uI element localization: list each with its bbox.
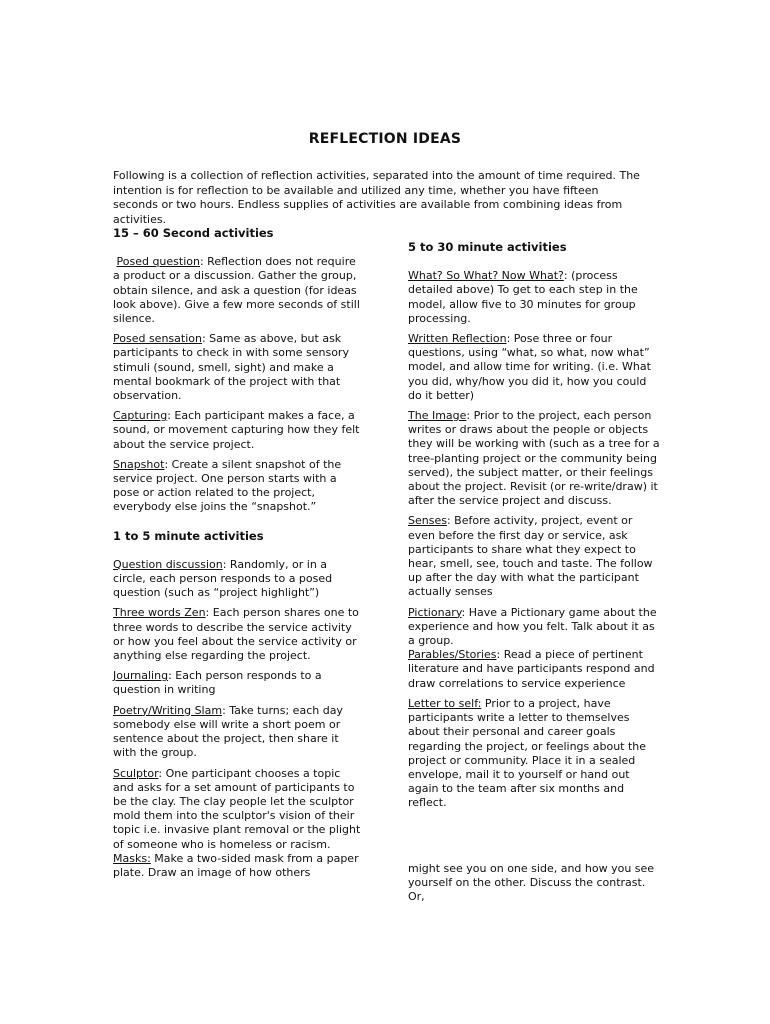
activity-term: Parables/Stories: [408, 648, 497, 662]
activity-senses: [408, 514, 660, 599]
activity-text: : Reflection does not require a product or a discussion. Gather the group, obtain silence, and ask a question (for ideas look above). Give a few more seconds of still silence.: [113, 255, 360, 326]
activity-term: Masks:: [113, 851, 151, 865]
activity-text: : Before activity, project, event or even before the first day or service, ask participants to share what they expect to hear, smell, see, touch and taste. The follow up after the day with what the participant actually senses: [408, 514, 653, 599]
activity-term: Pictionary: [408, 605, 462, 619]
activity-term: What? So What? Now What?: [408, 269, 564, 283]
activity-text: Make a two-sided mask from a paper plate. Draw an image of how others: [113, 851, 359, 879]
activity-posed-question: [113, 255, 363, 326]
activity-term: Posed question: [116, 255, 200, 269]
activity-letter-to-self: [408, 697, 660, 811]
activity-term: Senses: [408, 514, 447, 528]
activity-text: : One participant chooses a topic and asks for a set amount of participants to be the clay. The clay people let the sculptor mold them into the sculptor's vision of their topic i.e. invasive plant removal or the plight of someone who is homeless or racism.: [113, 766, 361, 851]
activity-term: Poetry/Writing Slam: [113, 703, 223, 717]
activity-three-words-zen: [113, 606, 363, 663]
right-column: [408, 240, 660, 811]
activity-text: : Take turns; each day somebody else will write a short poem or sentence about the project, then share it with the group.: [113, 703, 343, 760]
page-title: REFLECTION IDEAS: [308, 131, 462, 147]
activity-text: : Each participant makes a face, a sound, or movement capturing how they felt about the service project.: [113, 409, 360, 451]
activity-written-reflection: [408, 332, 660, 403]
activity-the-image: [408, 409, 660, 508]
activity-term: Capturing: [113, 409, 168, 423]
activity-poetry-slam: [113, 704, 363, 761]
activity-text: : Read a piece of pertinent literature and have participants respond and draw correlations to service experience: [408, 648, 655, 690]
activity-what-so-what: [408, 269, 660, 326]
activity-text: : (process detailed above) To get to each step in the model, allow five to 30 minutes for group processing.: [408, 269, 638, 325]
activity-text: : Randomly, or in a circle, each person responds to a posed question (such as “project highlight”): [113, 557, 333, 600]
activity-pictionary: [408, 606, 660, 649]
activity-term: Journaling: [113, 669, 169, 683]
section-heading-15-60: 15 – 60 Second activities: [113, 226, 274, 240]
activity-text: Prior to a project, have participants write a letter to themselves about their personal and career goals regarding the project, or feelings about the project or community. Place it in a sealed envelope, mail it to yourself or hand out again to the team after six months and reflect.: [408, 696, 647, 810]
activity-masks: [113, 852, 363, 880]
activity-term: Letter to self:: [408, 696, 482, 710]
intro-paragraph: Following is a collection of reflection activities, separated into the amount of time required. The intention is for reflection to be available and utilized any time, whether you have fifteen seconds or two hours. Endless supplies of activities are available from combining ideas from activities.: [113, 169, 640, 226]
activity-question-discussion: [113, 558, 363, 601]
activity-text: : Prior to the project, each person writes or draws about the people or objects they will be working with (such as a tree for a tree-planting project or the community being served), the subject matter, or their feelings about the project. Revisit (or re-write/draw) it after the service project and discuss.: [408, 409, 660, 508]
activity-term: Three words Zen: [113, 606, 206, 620]
activity-text: : Create a silent snapshot of the service project. One person starts with a pose or action related to the project, everybody else joins the “snapshot.”: [113, 457, 342, 514]
activity-term: The Image: [408, 409, 467, 423]
masks-continuation: might see you on one side, and how you see yourself on the other. Discuss the contrast. Or,: [408, 862, 655, 904]
activity-term: Snapshot: [113, 457, 165, 471]
activity-text: : Pose three or four questions, using “what, so what, now what” model, and allow time for writing. (i.e. What you did, why/how you did it, how you could do it better): [408, 332, 651, 402]
activity-text: : Have a Pictionary game about the experience and how you felt. Talk about it as a group.: [408, 605, 657, 648]
section-heading-1-5: 1 to 5 minute activities: [113, 528, 264, 543]
activity-term: Posed sensation: [113, 332, 202, 346]
activity-posed-sensation: [113, 332, 363, 403]
activity-text: : Each person responds to a question in writing: [113, 669, 322, 697]
activity-sculptor: [113, 767, 363, 852]
activity-snapshot: [113, 458, 363, 515]
activity-parables-stories: [408, 648, 660, 691]
section-heading-5-30: 5 to 30 minute activities: [408, 240, 567, 254]
activity-journaling: [113, 669, 363, 697]
activity-text: : Same as above, but ask participants to check in with some sensory stimuli (sound, smell, sight) and make a mental bookmark of the project with that observation.: [113, 332, 349, 403]
activity-capturing: [113, 409, 363, 452]
activity-term: Written Reflection: [408, 332, 507, 346]
left-column: [113, 226, 363, 880]
activity-text: : Each person shares one to three words to describe the service activity or how you feel about the service activity or anything else regarding the project.: [113, 606, 359, 663]
activity-term: Sculptor: [113, 766, 159, 780]
activity-term: Question discussion: [113, 557, 223, 571]
